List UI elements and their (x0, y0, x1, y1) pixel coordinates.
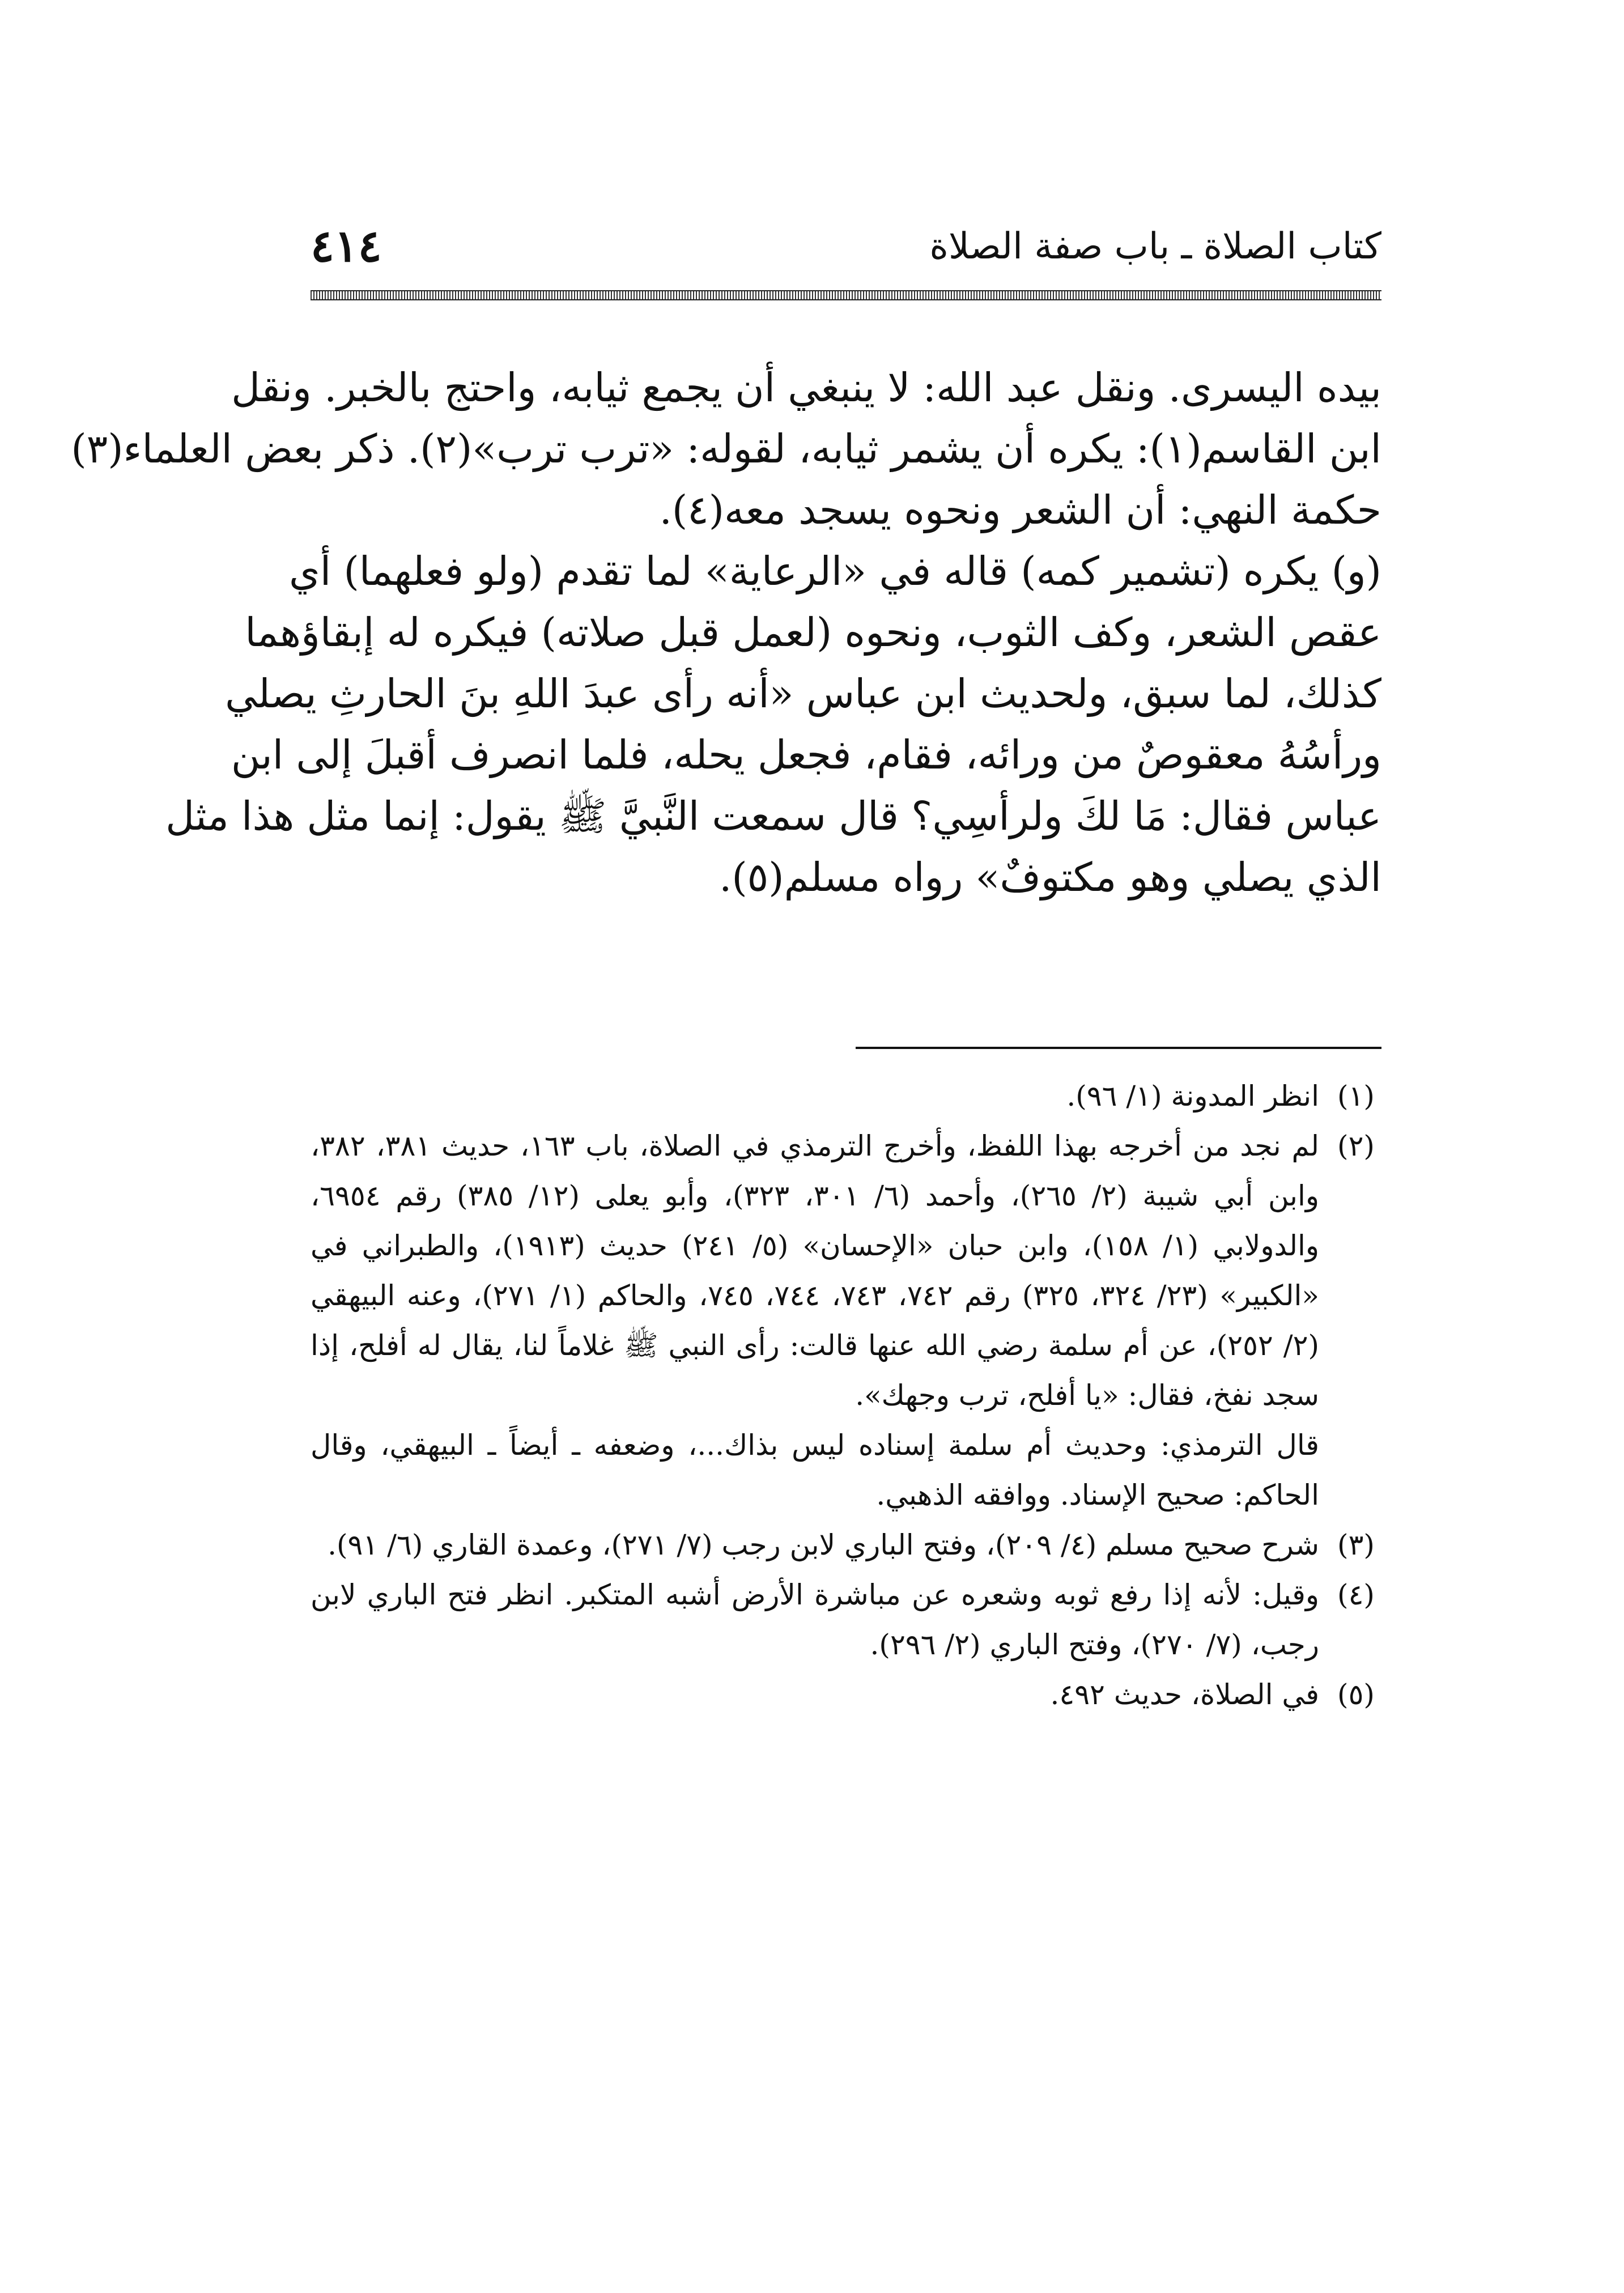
footnote-number: (٢) (1337, 1129, 1375, 1162)
text-line: عقص الشعر، وكف الثوب، ونحوه (لعمل قبل صلاته) فيكره له إبقاؤهما (245, 609, 1381, 656)
text-line: (و) يكره (تشمير كمه) قاله في «الرعاية» لما تقدم (ولو فعلهما) أي (288, 548, 1381, 595)
footnote-text: انظر المدونة (١/ ٩٦). (1066, 1080, 1319, 1112)
footnote (311, 1520, 1381, 1570)
footnotes (311, 1071, 1381, 1719)
text-line: عباس فقال: مَا لكَ ولرأسِي؟ قال سمعت النَّبيَّ ﷺ يقول: إنما مثل هذا مثل (165, 793, 1381, 839)
footnote-number: (٤) (1337, 1578, 1375, 1611)
page-header (311, 220, 1381, 272)
text-line: كذلك، لما سبق، ولحديث ابن عباس «أنه رأى عبدَ اللهِ بنَ الحارثِ يصلي (225, 670, 1381, 717)
footnote (311, 1570, 1381, 1670)
footnote (311, 1071, 1381, 1121)
footnote-number: (١) (1337, 1080, 1375, 1112)
footnote-text: في الصلاة، حديث ٤٩٢. (1050, 1678, 1319, 1711)
page-number: ٤١٤ (311, 220, 382, 272)
main-text (71, 357, 1381, 908)
footnote (311, 1121, 1381, 1520)
text-line: بيده اليسرى. ونقل عبد الله: لا ينبغي أن يجمع ثيابه، واحتج بالخبر. ونقل (231, 364, 1381, 411)
text-line: حكمة النهي: أن الشعر ونحوه يسجد معه(٤). (659, 487, 1381, 533)
footnote-note: قال الترمذي: وحديث أم سلمة إسناده ليس بذاك...، وضعفه ـ أيضاً ـ البيهقي، وقال الحاكم: صحيح الإسناد. ووافقه الذهبي. (311, 1429, 1319, 1511)
footnote-number: (٥) (1337, 1678, 1375, 1711)
footnote-separator (856, 1047, 1381, 1049)
text-line: ورأسُهُ معقوصٌ من ورائه، فقام، فجعل يحله، فلما انصرف أقبلَ إلى ابن (231, 732, 1381, 778)
footnote (311, 1670, 1381, 1719)
running-title: كتاب الصلاة ـ باب صفة الصلاة (929, 226, 1381, 267)
footnote-text: لم نجد من أخرجه بهذا اللفظ، وأخرج الترمذي في الصلاة، باب ١٦٣، حديث ٣٨١، ٣٨٢، وابن أبي شيبة (٢/ ٢٦٥)، وأحمد (٦/ ٣٠١، ٣٢٣)، وأبو يعلى (١٢/ ٣٨٥) رقم ٦٩٥٤، والدولابي (١/ ١٥٨)، وابن حبان «الإحسان» (٥/ ٢٤١) حديث (١٩١٣)، والطبراني في «الكبير» (٢٣/ ٣٢٤، ٣٢٥) رقم ٧٤٢، ٧٤٣، ٧٤٤، ٧٤٥، والحاكم (١/ ٢٧١)، وعنه البيهقي (٢/ ٢٥٢)، عن أم سلمة رضي الله عنها قالت: رأى النبي ﷺ غلاماً لنا، يقال له أفلح، إذا سجد نفخ، فقال: «يا أفلح، ترب وجهك». (311, 1129, 1320, 1412)
text-line: ابن القاسم(١): يكره أن يشمر ثيابه، لقوله: «ترب ترب»(٢). ذكر بعض العلماء(٣) (71, 426, 1381, 472)
text-line: الذي يصلي وهو مكتوفٌ» رواه مسلم(٥). (719, 854, 1381, 901)
footnote-text: وقيل: لأنه إذا رفع ثوبه وشعره عن مباشرة الأرض أشبه المتكبر. انظر فتح الباري لابن رجب، (٧/ ٢٧٠)، وفتح الباري (٢/ ٢٩٦). (311, 1578, 1319, 1661)
footnote-text: شرح صحيح مسلم (٤/ ٢٠٩)، وفتح الباري لابن رجب (٧/ ٢٧١)، وعمدة القاري (٦/ ٩١). (328, 1528, 1319, 1561)
header-rule (311, 290, 1381, 300)
footnote-number: (٣) (1337, 1528, 1375, 1561)
